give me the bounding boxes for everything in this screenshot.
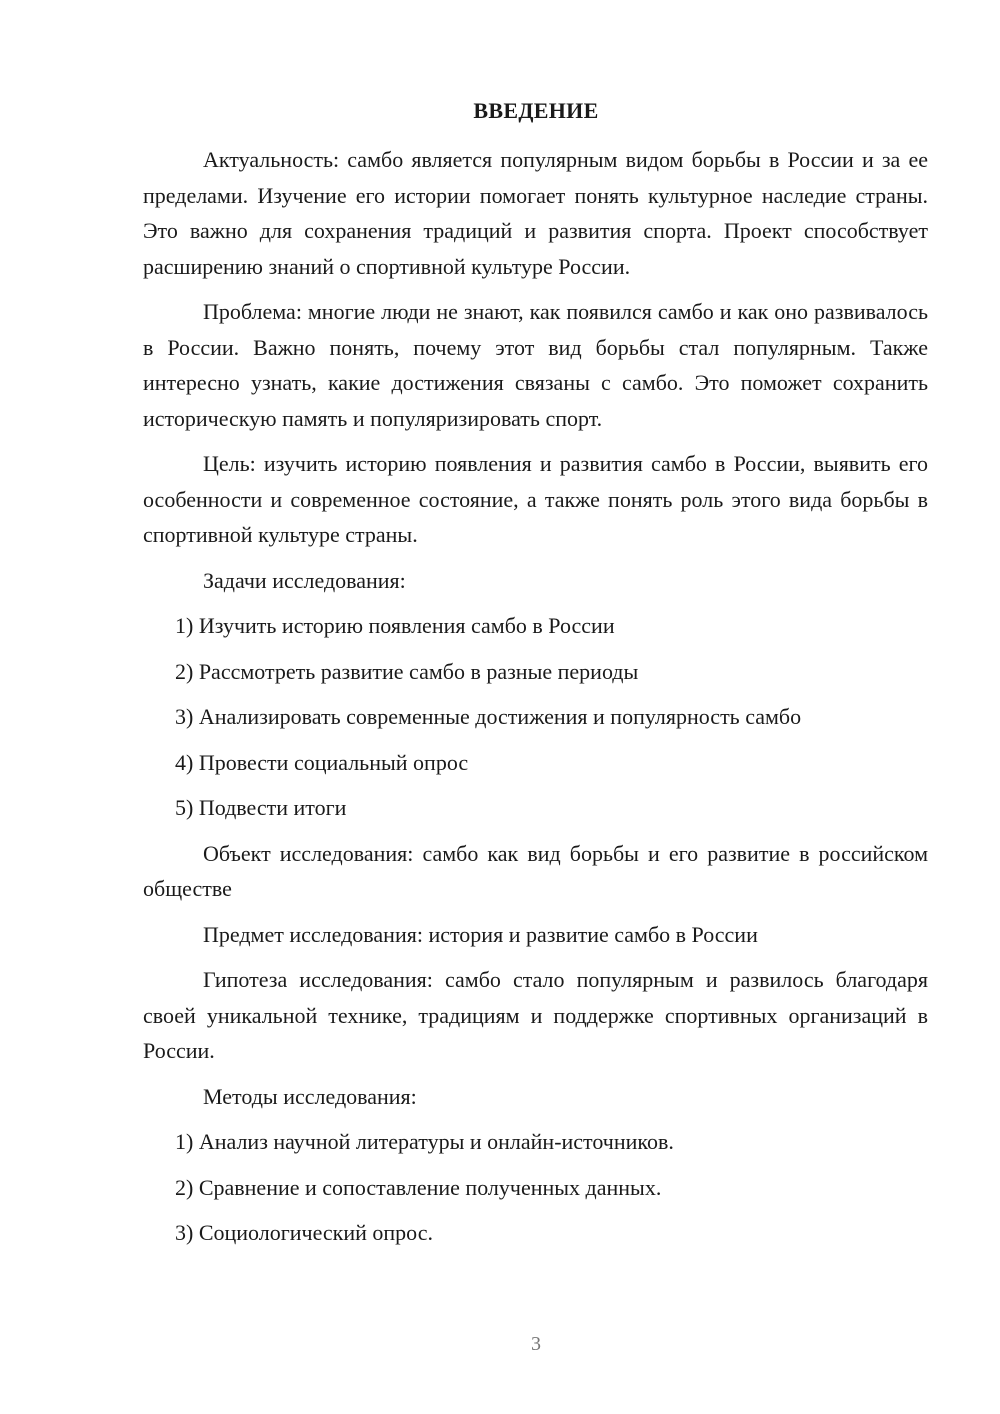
list-item: 2) Рассмотреть развитие самбо в разные периоды	[175, 658, 639, 684]
list-item: 3) Социологический опрос.	[175, 1220, 433, 1245]
list-item: 3) Анализировать современные достижения и популярность самбо	[175, 704, 802, 729]
list-item: 1) Анализ научной литературы и онлайн-источников.	[175, 1129, 674, 1154]
list-item: 5) Подвести итоги	[175, 795, 347, 820]
object-paragraph: Объект исследования: самбо как вид борьбы и его развитие в российском обществе	[143, 840, 928, 901]
tasks-heading: Задачи исследования:	[203, 567, 406, 593]
page-title: ВВЕДЕНИЕ	[473, 98, 599, 123]
subject-paragraph: Предмет исследования: история и развитие самбо в России	[203, 921, 758, 947]
relevance-paragraph: Актуальность: самбо является популярным видом борьбы в России и за ее пределами. Изучение его истории помогает понять культурное наследие страны. Это важно для сохранения традиций и развития спорта. Проект способствует расширению знаний о спортивной культуре России.	[143, 147, 928, 279]
list-item: 2) Сравнение и сопоставление полученных данных.	[175, 1174, 662, 1200]
document-body	[143, 142, 928, 1261]
methods-list	[143, 1124, 928, 1251]
list-item: 4) Провести социальный опрос	[175, 749, 469, 775]
hypothesis-paragraph: Гипотеза исследования: самбо стало популярным и развилось благодаря своей уникальной технике, традициям и поддержке спортивных организаций в России.	[143, 967, 928, 1063]
tasks-list	[143, 608, 928, 826]
list-item: 1) Изучить историю появления самбо в России	[175, 613, 615, 638]
page-number: 3	[531, 1333, 541, 1355]
methods-heading: Методы исследования:	[203, 1083, 417, 1109]
goal-paragraph: Цель: изучить историю появления и развития самбо в России, выявить его особенности и современное состояние, а также понять роль этого вида борьбы в спортивной культуре страны.	[143, 451, 928, 547]
problem-paragraph: Проблема: многие люди не знают, как появился самбо и как оно развивалось в России. Важно понять, почему этот вид борьбы стал популярным. Также интересно узнать, какие достижения связаны с самбо. Это поможет сохранить историческую память и популяризировать спорт.	[143, 299, 928, 431]
